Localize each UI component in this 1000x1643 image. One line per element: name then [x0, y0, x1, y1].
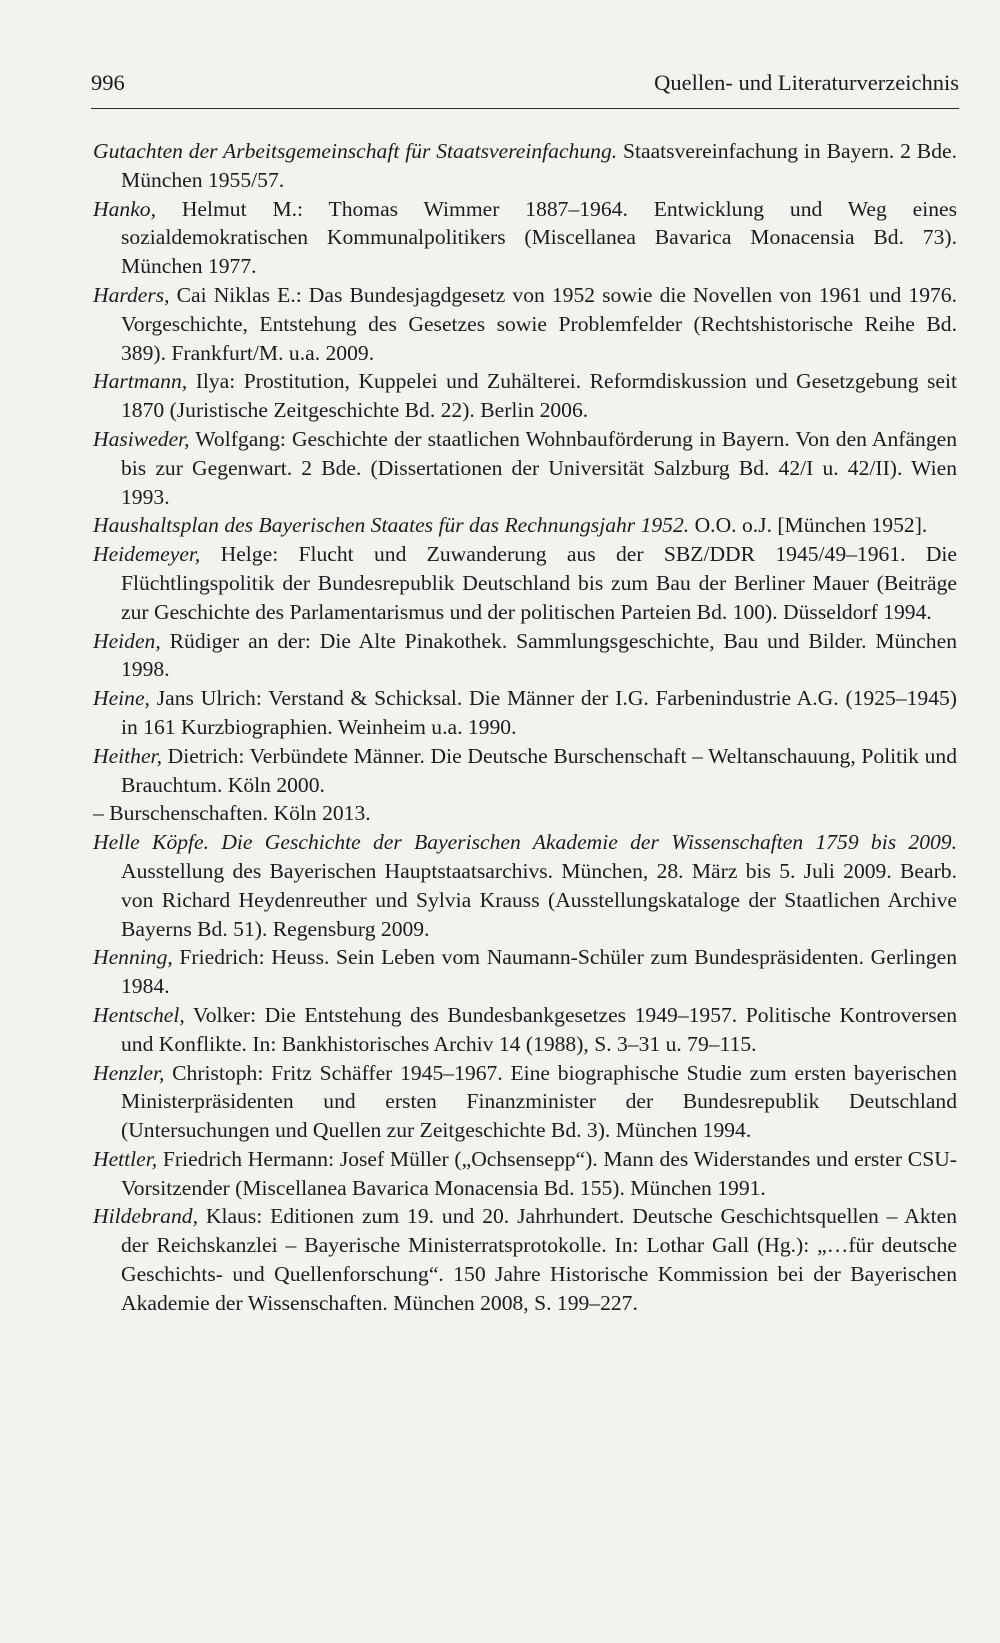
entry-text: O.O. o.J. [München 1952]. — [689, 513, 928, 538]
entry-text: Wolfgang: Geschichte der staatlichen Wohnbauförderung in Bayern. Von den Anfängen bis zur Gegenwart. 2 Bde. (Dissertationen der Universität Salzburg Bd. 42/I u. 42/II). Wien 1993. — [121, 426, 957, 509]
entry-author: Heiden, — [93, 628, 161, 653]
bibliography-entry — [93, 425, 957, 511]
page-header — [91, 70, 959, 108]
entry-author: Heither, — [93, 743, 162, 768]
running-title: Quellen- und Literaturverzeichnis — [654, 70, 959, 95]
entry-author: Hentschel, — [93, 1002, 185, 1027]
bibliography-entry — [93, 281, 957, 367]
header-rule — [91, 108, 959, 109]
bibliography-list — [93, 137, 957, 1318]
entry-author: Hildebrand, — [93, 1204, 198, 1229]
bibliography-entry — [93, 1202, 957, 1317]
entry-text: Friedrich Hermann: Josef Müller („Ochsensepp“). Mann des Widerstandes und erster CSU-Vorsitzender (Miscellanea Bavarica Monacensia Bd. 155). München 1991. — [121, 1146, 957, 1200]
bibliography-entry — [93, 540, 957, 626]
entry-author: Hartmann, — [93, 369, 188, 394]
entry-text: Jans Ulrich: Verstand & Schicksal. Die Männer der I.G. Farbenindustrie A.G. (1925–1945) in 161 Kurzbiographien. Weinheim u.a. 1990. — [121, 686, 957, 739]
bibliography-entry — [93, 137, 957, 195]
bibliography-entry — [93, 828, 957, 943]
bibliography-entry — [93, 627, 957, 685]
page-number: 996 — [91, 70, 125, 95]
entry-text: Dietrich: Verbündete Männer. Die Deutsche Burschenschaft – Weltanschauung, Politik und Brauchtum. Köln 2000. — [121, 743, 957, 797]
bibliography-entry — [93, 742, 957, 800]
entry-text: Staatsvereinfachung in Bayern. 2 Bde. München 1955/57. — [121, 139, 957, 192]
entry-author: Hettler, — [93, 1146, 158, 1171]
bibliography-entry — [93, 943, 957, 1001]
entry-author: Henning, — [93, 945, 173, 970]
entry-author: Heidemeyer, — [93, 542, 201, 567]
entry-author: Hasiweder, — [93, 426, 190, 451]
entry-text: Ilya: Prostitution, Kuppelei und Zuhälterei. Reformdiskussion und Gesetzgebung seit 1870 (Juristische Zeitgeschichte Bd. 22). Berlin 2006. — [121, 369, 957, 423]
bibliography-entry — [93, 367, 957, 425]
entry-text: Rüdiger an der: Die Alte Pinakothek. Sammlungsgeschichte, Bau und Bilder. München 1998. — [121, 628, 957, 682]
entry-author: Henzler, — [93, 1060, 165, 1085]
entry-text: Cai Niklas E.: Das Bundesjagdgesetz von 1952 sowie die Novellen von 1961 und 1976. Vorgeschichte, Entstehung des Gesetzes sowie Problemfelder (Rechtshistorische Reihe Bd. 389). Frankfurt/M. u.a. 2009. — [121, 282, 957, 365]
entry-text: Ausstellung des Bayerischen Hauptstaatsarchivs. München, 28. März bis 5. Juli 2009. Bearb. von Richard Heydenreuther und Sylvia Krauss (Ausstellungskataloge der Staatlichen Archive Bayerns Bd. 51). Regensburg 2009. — [121, 858, 957, 941]
bibliography-entry — [93, 684, 957, 742]
entry-text: Helge: Flucht und Zuwanderung aus der SBZ/DDR 1945/49–1961. Die Flüchtlingspolitik der Bundesrepublik Deutschland bis zum Bau der Berliner Mauer (Beiträge zur Geschichte des Parlamentarismus und der politischen Parteien Bd. 100). Düsseldorf 1994. — [121, 542, 957, 624]
entry-author: Harders, — [93, 282, 170, 307]
bibliography-entry — [93, 1001, 957, 1059]
entry-text: Helmut M.: Thomas Wimmer 1887–1964. Entwicklung und Weg eines sozialdemokratischen Kommunalpolitikers (Miscellanea Bavarica Monacensia Bd. 73). München 1977. — [121, 196, 957, 279]
bibliography-entry — [93, 195, 957, 281]
entry-author: Haushaltsplan des Bayerischen Staates für das Rechnungsjahr 1952. — [93, 513, 690, 538]
entry-text: – Burschenschaften. Köln 2013. — [93, 801, 371, 826]
entry-text: Klaus: Editionen zum 19. und 20. Jahrhundert. Deutsche Geschichtsquellen – Akten der Reichskanzlei – Bayerische Ministerratsprotokolle. In: Lothar Gall (Hg.): „…für deutsche Geschichts- und Quellenforschung“. 150 Jahre Historische Kommission bei der Bayerischen Akademie der Wissenschaften. München 2008, S. 199–227. — [121, 1204, 957, 1315]
bibliography-entry — [93, 511, 957, 540]
bibliography-entry — [93, 1059, 957, 1145]
entry-author: Helle Köpfe. Die Geschichte der Bayerischen Akademie der Wissenschaften 1759 bis 2009. — [93, 830, 957, 855]
entry-author: Gutachten der Arbeitsgemeinschaft für Staatsvereinfachung. — [93, 139, 618, 163]
entry-text: Volker: Die Entstehung des Bundesbankgesetzes 1949–1957. Politische Kontroversen und Konflikte. In: Bankhistorisches Archiv 14 (1988), S. 3–31 u. 79–115. — [121, 1002, 957, 1056]
entry-author: Hanko, — [93, 196, 156, 221]
bibliography-entry — [93, 799, 957, 828]
entry-text: Friedrich: Heuss. Sein Leben vom Naumann-Schüler zum Bundespräsidenten. Gerlingen 1984. — [121, 945, 957, 999]
entry-author: Heine, — [93, 686, 150, 711]
bibliography-entry — [93, 1145, 957, 1203]
entry-text: Christoph: Fritz Schäffer 1945–1967. Eine biographische Studie zum ersten bayerischen Ministerpräsidenten und ersten Finanzminister der Bundesrepublik Deutschland (Untersuchungen und Quellen zur Zeitgeschichte Bd. 3). München 1994. — [121, 1060, 957, 1143]
